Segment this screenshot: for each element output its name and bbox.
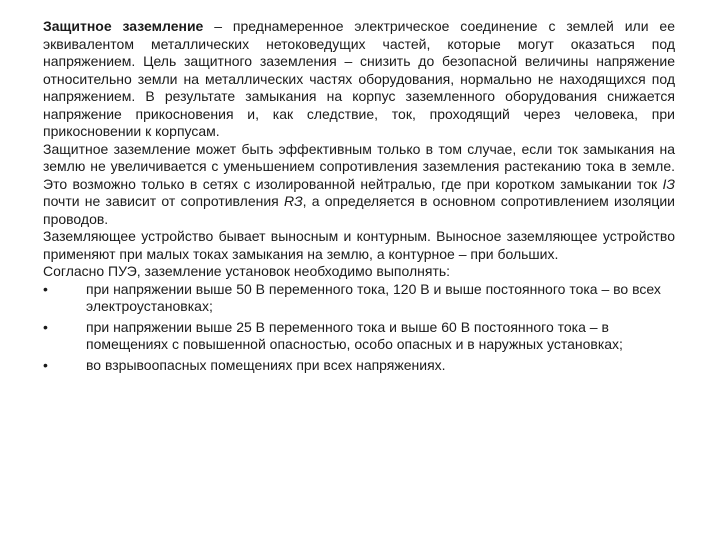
list-item-text: при напряжении выше 50 В переменного тока, 120 В и выше постоянного тока – во всех электроустановках; — [86, 280, 661, 314]
bullet-icon: • — [43, 318, 48, 335]
term-protective-grounding: Защитное заземление — [43, 18, 204, 34]
symbol-rz: RЗ — [283, 193, 303, 209]
requirements-list — [43, 281, 675, 375]
list-item — [43, 281, 675, 316]
list-item — [43, 319, 675, 354]
paragraph-device-types: Заземляющее устройство бывает выносным и контурным. Выносное заземляющее устройство применяют при малых токах замыкания на землю, а контурное – при больших. — [43, 228, 675, 262]
effectiveness-text-a: Защитное заземление может быть эффективным только в том случае, если ток замыкания на землю не увеличивается с уменьшением сопротивления заземления растеканию тока в земле. Это возможно только в сетях с изолированной нейтралью, где при коротком замыкании ток — [43, 140, 675, 192]
document-page — [43, 18, 675, 377]
paragraph-effectiveness — [43, 141, 675, 229]
list-item — [43, 357, 675, 375]
definition-text: – преднамеренное электрическое соединение с землей или ее эквивалентом металлических нетоковедущих частей, которые могут оказаться под напряжением. Цель защитного заземления – снизить до безопасной величины напряжение относительно земли на металлических частях оборудования, нормально не находящихся под напряжением. В результате замыкания на корпус заземленного оборудования снижается напряжение прикосновения и, как следствие, ток, проходящий через человека, при прикосновении к корпусам. — [43, 18, 676, 139]
bullet-icon: • — [43, 280, 48, 297]
paragraph-pue-intro: Согласно ПУЭ, заземление установок необходимо выполнять: — [43, 263, 451, 279]
list-item-text: во взрывоопасных помещениях при всех напряжениях. — [86, 356, 446, 373]
symbol-iz: IЗ — [662, 175, 675, 192]
effectiveness-text-b: почти не зависит от сопротивления — [43, 193, 284, 209]
bullet-icon: • — [43, 356, 48, 373]
paragraph-definition — [43, 18, 675, 141]
effectiveness-text-c: , а определяется в основном сопротивлением изоляции проводов. — [43, 193, 675, 227]
list-item-text: при напряжении выше 25 В переменного тока и выше 60 В постоянного тока – в помещениях с повышенной опасностью, особо опасных и в наружных установках; — [86, 318, 623, 352]
